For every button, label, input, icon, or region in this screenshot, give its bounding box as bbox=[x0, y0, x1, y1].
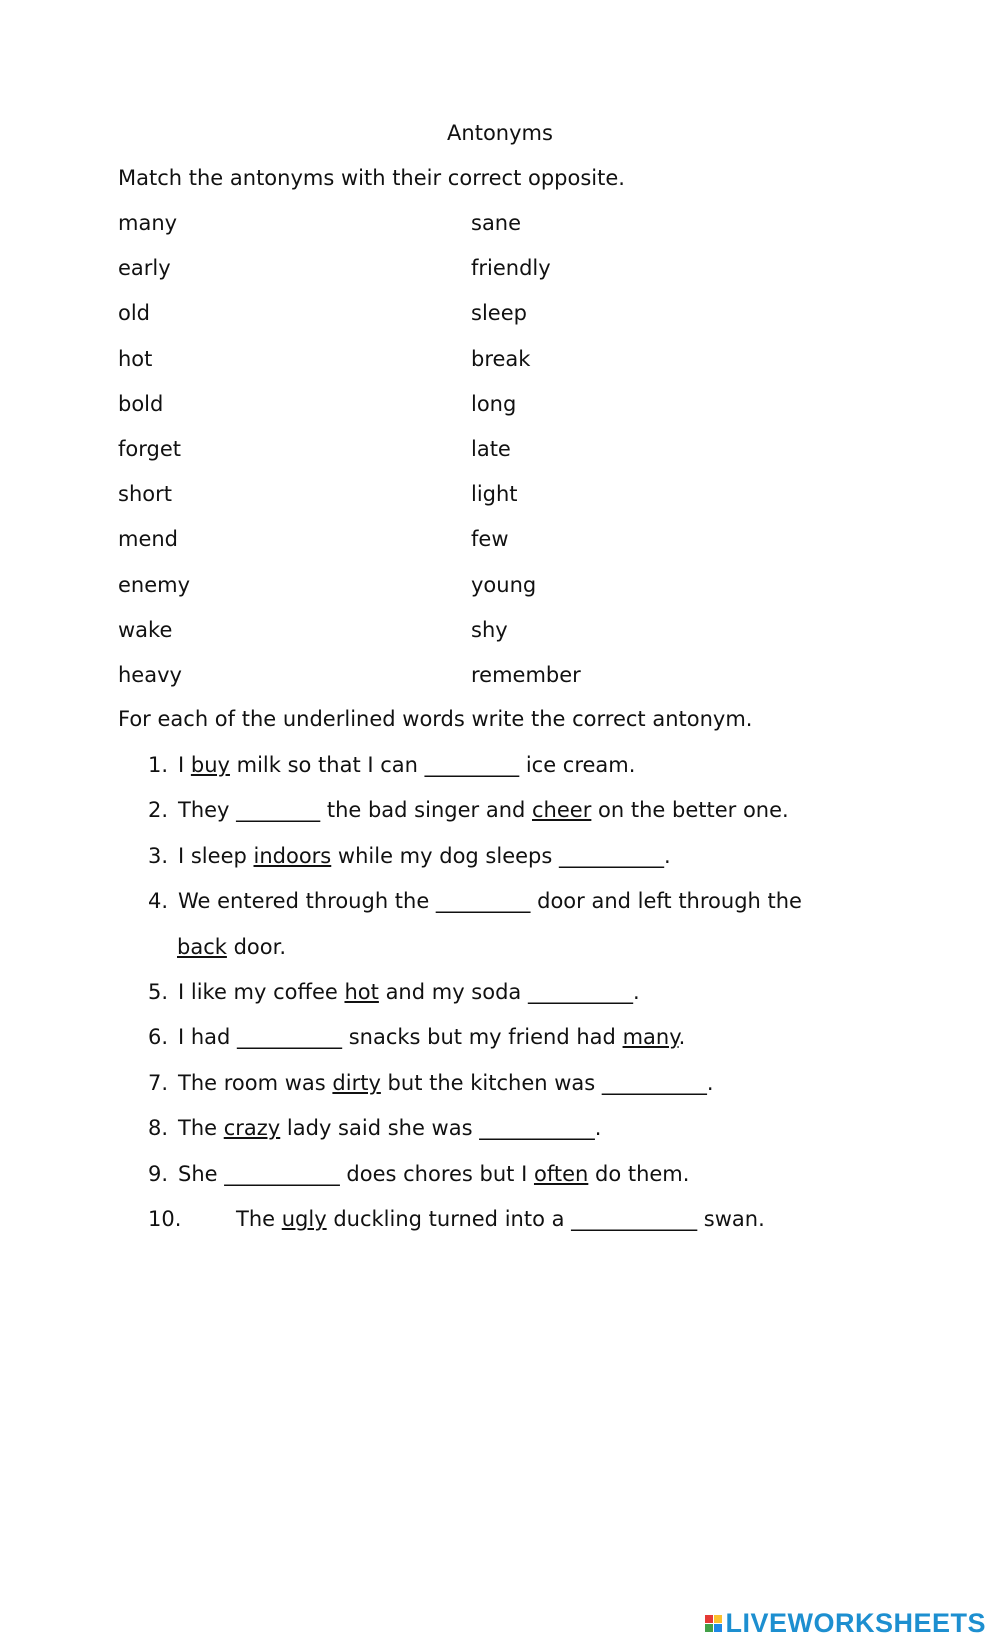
sentence-item bbox=[148, 1162, 908, 1186]
item-number: 4. bbox=[148, 889, 169, 913]
underlined-word: dirty bbox=[332, 1071, 381, 1095]
sentence-fragment: door. bbox=[226, 935, 286, 959]
underlined-word: buy bbox=[190, 753, 230, 777]
left-word: bold bbox=[118, 392, 164, 416]
logo-square bbox=[705, 1624, 713, 1632]
sentence-text bbox=[236, 1207, 765, 1231]
logo-square bbox=[705, 1615, 713, 1623]
match-instruction: Match the antonyms with their correct opposite. bbox=[118, 166, 625, 190]
underlined-word: hot bbox=[344, 980, 379, 1004]
right-word: break bbox=[471, 347, 531, 371]
sentence-fragment: do them. bbox=[588, 1162, 690, 1186]
left-word: many bbox=[118, 211, 178, 235]
underlined-word: often bbox=[533, 1162, 589, 1186]
sentence-text bbox=[178, 1071, 714, 1095]
antonym-pair bbox=[118, 663, 818, 693]
left-word: forget bbox=[118, 437, 181, 461]
antonym-pair bbox=[118, 256, 818, 286]
sentence-text bbox=[178, 980, 640, 1004]
left-word: old bbox=[118, 301, 151, 325]
right-word: sane bbox=[471, 211, 522, 235]
left-word: hot bbox=[118, 347, 153, 371]
sentence-fragment: I sleep bbox=[178, 844, 254, 868]
sentence-text bbox=[178, 1162, 689, 1186]
sentence-item bbox=[148, 980, 908, 1004]
sentence-fragment: They ________ the bad singer and bbox=[178, 798, 533, 822]
sentence-item bbox=[148, 1071, 908, 1095]
sentence-continuation bbox=[177, 935, 286, 959]
logo-icon bbox=[705, 1615, 722, 1632]
right-word: long bbox=[471, 392, 517, 416]
sentence-fragment: I bbox=[178, 753, 191, 777]
sentence-fragment: I had __________ snacks but my friend had bbox=[178, 1025, 623, 1049]
sentence-fragment: The room was bbox=[178, 1071, 333, 1095]
right-word: late bbox=[471, 437, 511, 461]
item-number: 2. bbox=[148, 798, 169, 822]
item-number: 10. bbox=[148, 1207, 182, 1231]
item-number: 8. bbox=[148, 1116, 169, 1140]
sentence-fragment: We entered through the _________ door and left through the bbox=[178, 889, 802, 913]
right-word: friendly bbox=[471, 256, 551, 280]
sentence-fragment: milk so that I can _________ ice cream. bbox=[229, 753, 636, 777]
left-word: mend bbox=[118, 527, 179, 551]
sentence-item bbox=[148, 1025, 908, 1049]
sentence-fragment: duckling turned into a ____________ swan. bbox=[326, 1207, 765, 1231]
sentence-fragment: She ___________ does chores but I bbox=[178, 1162, 534, 1186]
sentence-fragment: The bbox=[236, 1207, 282, 1231]
left-word: heavy bbox=[118, 663, 182, 687]
sentence-text bbox=[178, 798, 789, 822]
left-word: early bbox=[118, 256, 171, 280]
right-word: remember bbox=[471, 663, 581, 687]
sentence-fragment: but the kitchen was __________. bbox=[380, 1071, 714, 1095]
sentence-fragment: lady said she was ___________. bbox=[280, 1116, 602, 1140]
antonym-pair bbox=[118, 301, 818, 331]
left-word: wake bbox=[118, 618, 173, 642]
fill-instruction: For each of the underlined words write the correct antonym. bbox=[118, 707, 753, 731]
right-word: few bbox=[471, 527, 509, 551]
antonym-pair bbox=[118, 482, 818, 512]
underlined-word: indoors bbox=[253, 844, 332, 868]
sentence-fragment: The bbox=[178, 1116, 224, 1140]
sentence-fragment: while my dog sleeps __________. bbox=[331, 844, 671, 868]
item-number: 7. bbox=[148, 1071, 169, 1095]
logo-square bbox=[714, 1615, 722, 1623]
sentence-item bbox=[148, 844, 908, 868]
antonym-pair bbox=[118, 392, 818, 422]
sentence-text bbox=[178, 1116, 601, 1140]
sentence-text bbox=[178, 889, 802, 913]
sentence-text bbox=[178, 1025, 685, 1049]
sentence-text bbox=[178, 753, 635, 777]
sentence-fragment: I like my coffee bbox=[178, 980, 345, 1004]
left-word: enemy bbox=[118, 573, 191, 597]
antonym-pair bbox=[118, 437, 818, 467]
sentence-fragment: on the better one. bbox=[591, 798, 789, 822]
page-title: Antonyms bbox=[447, 121, 553, 145]
underlined-word: ugly bbox=[281, 1207, 327, 1231]
antonym-pair bbox=[118, 347, 818, 377]
underlined-word: crazy bbox=[223, 1116, 281, 1140]
sentence-item bbox=[148, 1207, 908, 1231]
right-word: shy bbox=[471, 618, 508, 642]
sentence-text bbox=[178, 844, 671, 868]
sentence-item bbox=[148, 889, 908, 913]
liveworksheets-logo bbox=[705, 1608, 986, 1639]
item-number: 1. bbox=[148, 753, 169, 777]
antonym-pair bbox=[118, 527, 818, 557]
left-word: short bbox=[118, 482, 172, 506]
right-word: young bbox=[471, 573, 537, 597]
sentence-fragment: . bbox=[678, 1025, 686, 1049]
logo-text: LIVEWORKSHEETS bbox=[725, 1608, 986, 1638]
antonym-pair bbox=[118, 211, 818, 241]
sentence-item bbox=[148, 753, 908, 777]
underlined-word: many bbox=[622, 1025, 679, 1049]
item-number: 6. bbox=[148, 1025, 169, 1049]
item-number: 5. bbox=[148, 980, 169, 1004]
item-number: 3. bbox=[148, 844, 169, 868]
underlined-word: cheer bbox=[532, 798, 592, 822]
right-word: sleep bbox=[471, 301, 527, 325]
item-number: 9. bbox=[148, 1162, 169, 1186]
antonym-pair bbox=[118, 573, 818, 603]
logo-square bbox=[714, 1624, 722, 1632]
antonym-pair bbox=[118, 618, 818, 648]
underlined-word: back bbox=[177, 935, 227, 959]
right-word: light bbox=[471, 482, 518, 506]
sentence-fragment: and my soda __________. bbox=[378, 980, 640, 1004]
sentence-item bbox=[148, 798, 908, 822]
sentence-item bbox=[148, 1116, 908, 1140]
